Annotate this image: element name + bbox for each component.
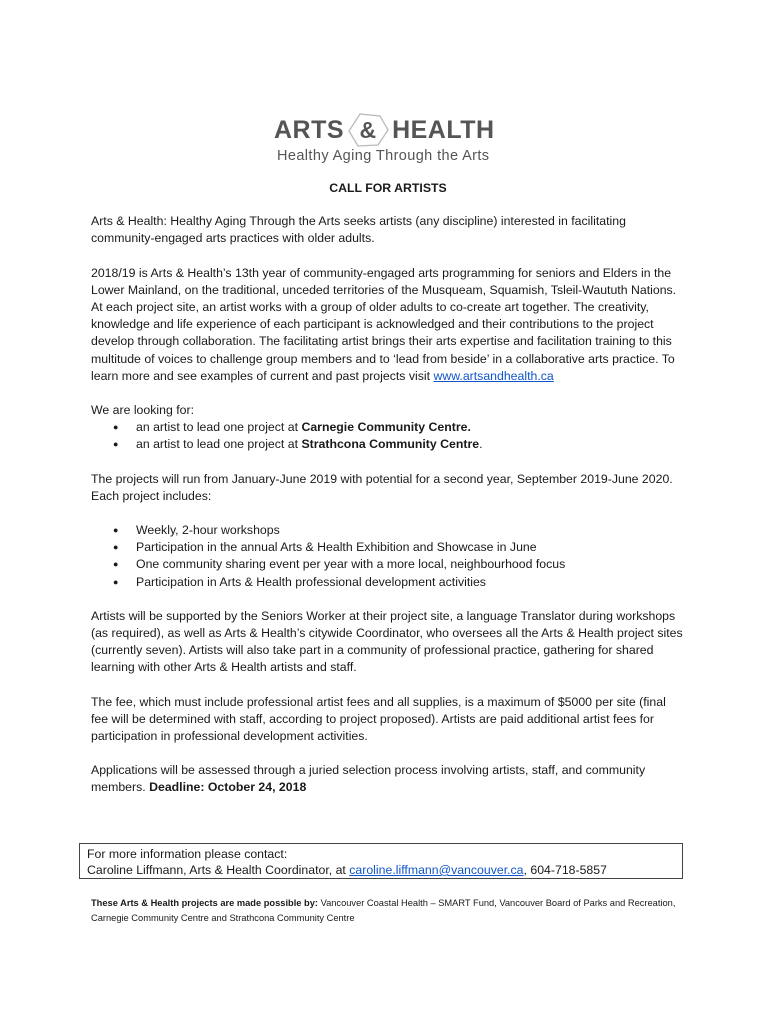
project-includes-list xyxy=(91,522,685,591)
projects-paragraph: The projects will run from January-June 2019 with potential for a second year, September 2019-June 2020. Each project includes: xyxy=(91,471,673,503)
logo-ampersand: & xyxy=(359,116,377,143)
looking-for-list xyxy=(91,419,685,453)
arts-health-logo xyxy=(274,112,496,168)
support-paragraph: Artists will be supported by the Seniors Worker at their project site, a language Translator during workshops (as required), as well as Arts & Health’s citywide Coordinator, who oversees all the Arts & Health project sites (currently seven). Artists will also take part in a community of professional practice, gathering for shared learning with other Arts & Health artists and staff. xyxy=(91,608,683,675)
page-title: CALL FOR ARTISTS xyxy=(329,181,447,195)
site-name: Carnegie Community Centre. xyxy=(301,420,471,435)
intro-paragraph: Arts & Health: Healthy Aging Through the Arts seeks artists (any discipline) interested in facilitating community-engaged arts practices with older adults. xyxy=(91,214,626,246)
list-item-text: an artist to lead one project at xyxy=(136,420,299,435)
footer-text: Vancouver Coastal Health – SMART Fund, Vancouver Board of Parks and Recreation, Carnegie Community Centre and Strathcona Community Centre xyxy=(91,898,676,923)
list-item: ● One community sharing event per year with a more local, neighbourhood focus xyxy=(91,556,685,573)
contact-name: Caroline Liffmann, Arts & Health Coordinator, at xyxy=(87,863,346,877)
list-item-text: an artist to lead one project at xyxy=(136,437,299,452)
list-item-suffix: . xyxy=(479,437,483,452)
document-body xyxy=(91,180,685,814)
about-paragraph xyxy=(91,265,685,385)
site-name: Strathcona Community Centre xyxy=(301,437,480,452)
list-item xyxy=(91,436,685,453)
logo-hexagon-icon xyxy=(346,112,390,148)
funders-footer xyxy=(91,896,676,926)
list-item: ● Weekly, 2-hour workshops xyxy=(91,522,685,539)
logo-word-health: HEALTH xyxy=(392,115,495,144)
logo-word-arts: ARTS xyxy=(274,115,345,144)
contact-phone: , 604-718-5857 xyxy=(523,863,607,877)
list-item: ● Participation in Arts & Health professional development activities xyxy=(91,574,685,591)
looking-for-section xyxy=(91,402,685,454)
contact-line xyxy=(87,862,675,878)
footer-lead: These Arts & Health projects are made possible by: xyxy=(91,898,318,908)
about-text: 2018/19 is Arts & Health’s 13th year of community-engaged arts programming for seniors and Elders in the Lower Mainland, on the traditional, unceded territories of the Musqueam, Squamish, Tsleil-Waututh Nations. At each project site, an artist works with a group of older adults to co-create art together. The creativity, knowledge and life experience of each participant is acknowledged and their contributions to the project develop through collaboration. The facilitating artist brings their arts expertise and facilitation training to this multitude of voices to challenge group members and to ‘lead from beside’ in a collaborative arts practice. To learn more and see examples of current and past projects visit xyxy=(91,265,677,383)
applications-text: Applications will be assessed through a juried selection process involving artists, staff, and community members. xyxy=(91,763,646,795)
list-item xyxy=(91,419,685,436)
looking-for-label: We are looking for: xyxy=(91,403,194,418)
website-link[interactable]: www.artsandhealth.ca xyxy=(433,368,554,383)
logo-tagline: Healthy Aging Through the Arts xyxy=(277,148,490,164)
applications-paragraph xyxy=(91,762,685,796)
list-item: ● Participation in the annual Arts & Health Exhibition and Showcase in June xyxy=(91,539,685,556)
email-link[interactable]: caroline.liffmann@vancouver.ca xyxy=(349,863,524,877)
logo-title xyxy=(274,112,496,148)
deadline: Deadline: October 24, 2018 xyxy=(149,780,307,795)
fee-paragraph: The fee, which must include professional artist fees and all supplies, is a maximum of $5000 per site (final fee will be determined with staff, according to project proposed). Artists are paid additional artist fees for participation in professional development activities. xyxy=(91,694,666,744)
contact-heading: For more information please contact: xyxy=(87,847,288,861)
contact-box xyxy=(79,843,683,879)
